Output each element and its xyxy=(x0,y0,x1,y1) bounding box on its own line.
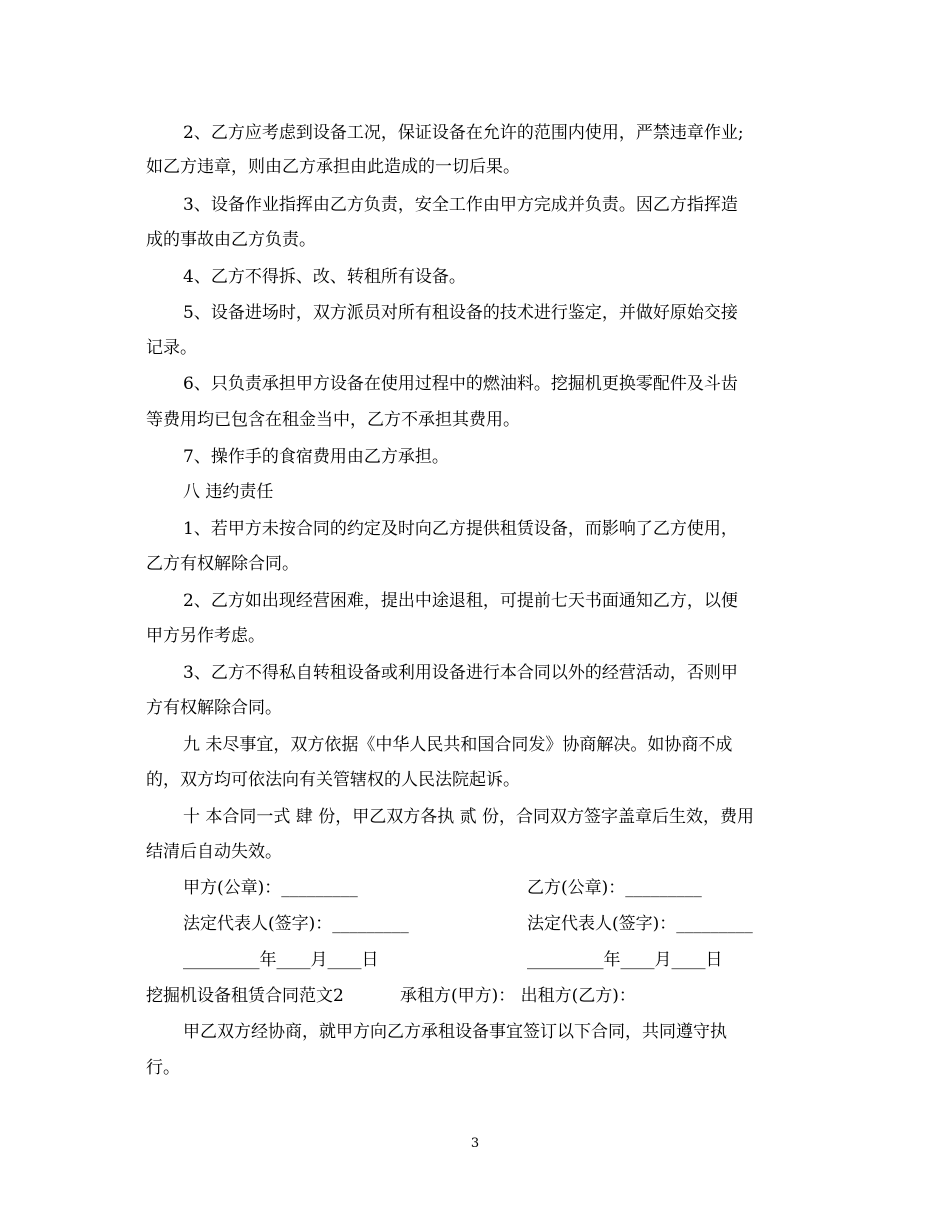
paragraph-line: 6、只负责承担甲方设备在使用过程中的燃油料。挖掘机更换零配件及斗齿 xyxy=(183,374,738,394)
party-b-representative-line: 法定代表人(签字)：_________ xyxy=(527,914,753,934)
party-a-date-line: _________年____月____日 xyxy=(183,950,379,970)
paragraph-line: 十 本合同一式 肆 份，甲乙双方各执 贰 份，合同双方签字盖章后生效，费用 xyxy=(183,807,755,827)
paragraph-line: 4、乙方不得拆、改、转租所有设备。 xyxy=(183,267,466,287)
paragraph-line: 1、若甲方未按合同的约定及时向乙方提供租赁设备，而影响了乙方使用， xyxy=(183,519,738,539)
paragraph-line: 结清后自动失效。 xyxy=(146,842,282,862)
paragraph-line: 等费用均已包含在租金当中，乙方不承担其费用。 xyxy=(146,410,520,430)
parties-line: 承租方(甲方)： 出租方(乙方)： xyxy=(400,986,636,1006)
paragraph-line: 5、设备进场时，双方派员对所有租设备的技术进行鉴定，并做好原始交接 xyxy=(183,303,738,323)
paragraph-line: 7、操作手的食宿费用由乙方承担。 xyxy=(183,447,449,467)
party-b-date-line: _________年____月____日 xyxy=(527,950,723,970)
party-a-representative-line: 法定代表人(签字)：_________ xyxy=(183,914,409,934)
paragraph-line: 方有权解除合同。 xyxy=(146,698,282,718)
paragraph-line: 的，双方均可依法向有关管辖权的人民法院起诉。 xyxy=(146,770,520,790)
next-document-title: 挖掘机设备租赁合同范文2 xyxy=(146,986,344,1006)
paragraph-line: 成的事故由乙方负责。 xyxy=(146,230,316,250)
paragraph-line: 如乙方违章，则由乙方承担由此造成的一切后果。 xyxy=(146,157,520,177)
paragraph-line: 行。 xyxy=(146,1058,180,1078)
paragraph-line: 记录。 xyxy=(146,338,197,358)
paragraph-line: 甲乙双方经协商，就甲方向乙方承租设备事宜签订以下合同，共同遵守执 xyxy=(183,1022,727,1042)
paragraph-line: 2、乙方如出现经营困难，提出中途退租，可提前七天书面通知乙方，以便 xyxy=(183,591,738,611)
paragraph-line: 3、乙方不得私自转租设备或利用设备进行本合同以外的经营活动，否则甲 xyxy=(183,663,738,683)
page-number: 3 xyxy=(470,1136,480,1151)
paragraph-line: 2、乙方应考虑到设备工况，保证设备在允许的范围内使用，严禁违章作业; xyxy=(183,123,744,143)
paragraph-line: 甲方另作考虑。 xyxy=(146,626,265,646)
party-a-seal-line: 甲方(公章)：_________ xyxy=(183,878,358,898)
paragraph-line: 3、设备作业指挥由乙方负责，安全工作由甲方完成并负责。因乙方指挥造 xyxy=(183,195,738,215)
paragraph-line: 九 未尽事宜，双方依据《中华人民共和国合同发》协商解决。如协商不成 xyxy=(183,735,733,755)
section-heading: 八 违约责任 xyxy=(183,482,274,502)
party-b-seal-line: 乙方(公章)：_________ xyxy=(527,878,702,898)
paragraph-line: 乙方有权解除合同。 xyxy=(146,554,299,574)
